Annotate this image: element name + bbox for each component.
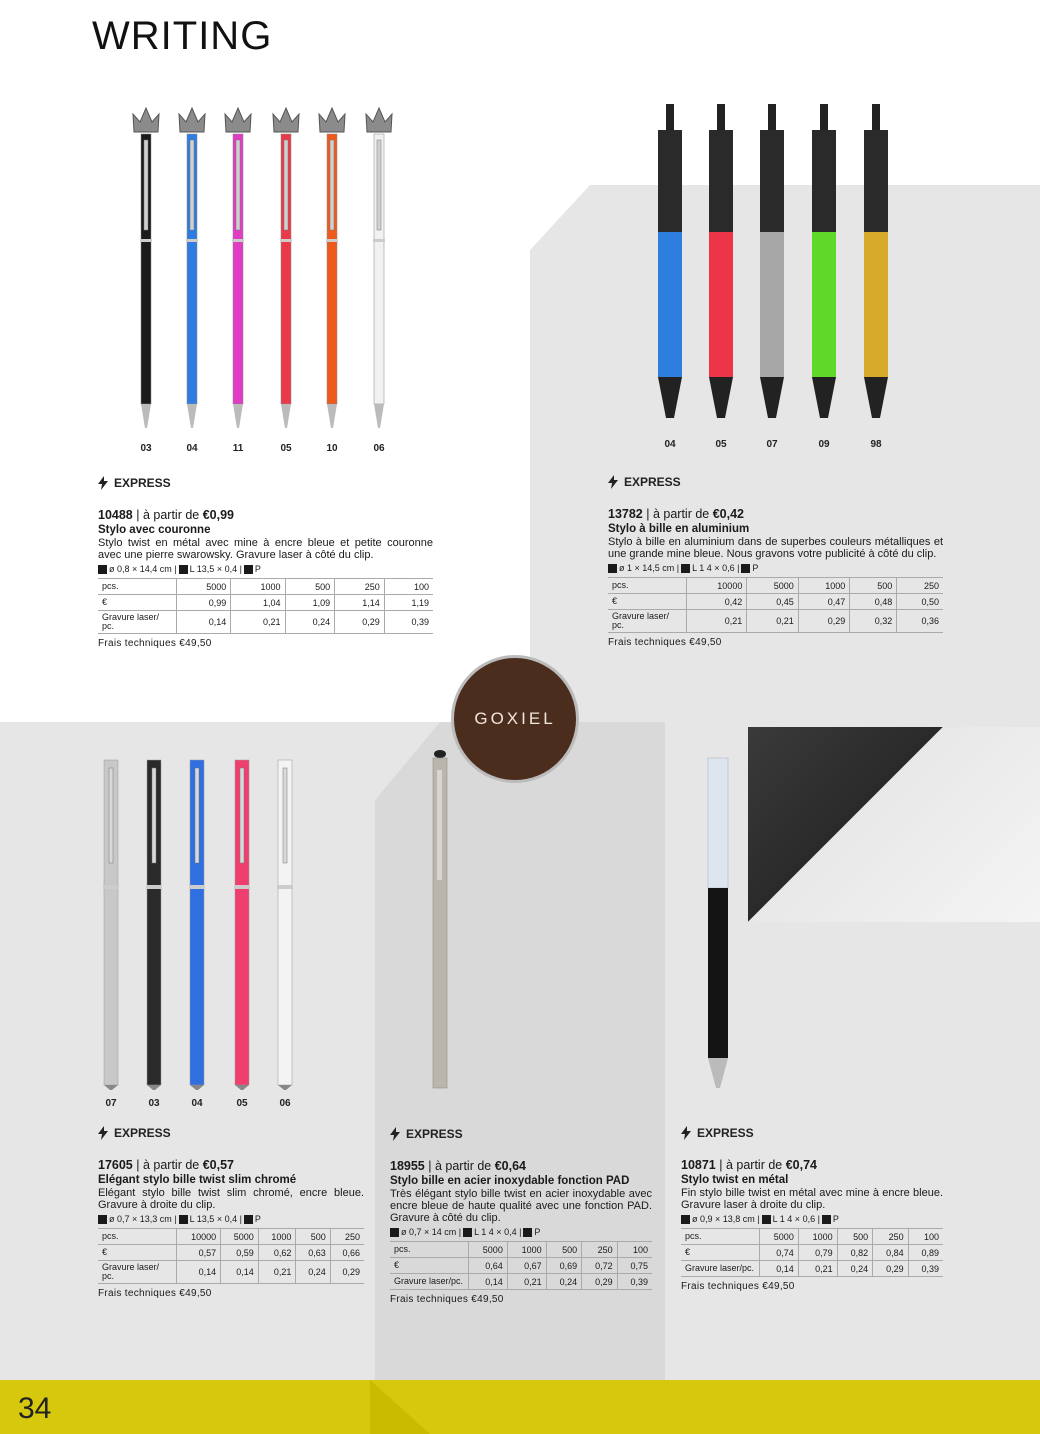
price-table (681, 1228, 943, 1277)
pen-tip (233, 404, 243, 428)
price-table-cell: Gravure laser/ pc. (98, 611, 177, 634)
price-table-cell: 0,50 (897, 594, 943, 610)
dimension-icon (98, 1215, 107, 1224)
pen-tip (327, 404, 337, 428)
pen-grip (864, 130, 888, 232)
pen-tip (709, 377, 733, 418)
color-code: 06 (373, 443, 385, 454)
pen-clip (377, 140, 381, 230)
price-table-cell: 0,24 (296, 1261, 330, 1284)
dimension-text: ø 0,7 × 13,3 cm | (109, 1214, 177, 1224)
color-code: 05 (236, 1098, 248, 1109)
price-table-cell: € (98, 1245, 177, 1261)
engraving-area-icon (463, 1228, 472, 1237)
pen-ring (326, 239, 338, 242)
price-table-cell: 5000 (760, 1229, 799, 1245)
price-table-cell: 0,63 (296, 1245, 330, 1261)
product-18955 (390, 1127, 652, 1305)
dimension-icon (608, 564, 617, 573)
pen-ring (186, 239, 198, 242)
price-table-cell: 0,62 (258, 1245, 296, 1261)
price-prefix: | à partir de (715, 1158, 786, 1172)
product-13782 (608, 475, 943, 648)
price-table-cell: 1,04 (231, 595, 285, 611)
engraving-area-icon (179, 565, 188, 574)
lightning-icon (98, 1126, 108, 1140)
product-ref: 18955 (390, 1159, 425, 1173)
pen-ring (234, 885, 250, 889)
pen-tip (187, 404, 197, 428)
product-price: €0,99 (202, 508, 234, 522)
product-price: €0,42 (712, 507, 744, 521)
price-table-cell: 5000 (469, 1242, 508, 1258)
price-table-cell: 0,48 (850, 594, 897, 610)
price-table-cell: 250 (582, 1242, 617, 1258)
price-table-cell: Gravure laser/ pc. (608, 610, 687, 633)
pen-ring (146, 885, 162, 889)
product-header (98, 1158, 364, 1172)
price-table-row (98, 1261, 364, 1284)
price-table-cell: 100 (617, 1242, 652, 1258)
price-table-cell: 0,24 (546, 1274, 581, 1290)
print-method-icon (244, 565, 253, 574)
product-header (98, 508, 433, 522)
print-method-text: P (832, 1214, 839, 1224)
price-table-cell: 5000 (747, 578, 798, 594)
price-table-cell: pcs. (98, 1229, 177, 1245)
color-code: 04 (664, 439, 676, 450)
product-title: Stylo avec couronne (98, 524, 211, 536)
pen-clip (283, 768, 287, 863)
price-table-cell: 0,59 (221, 1245, 259, 1261)
price-table-cell: 0,21 (747, 610, 798, 633)
price-table-cell: 0,79 (798, 1245, 837, 1261)
price-table-row (608, 594, 943, 610)
price-table-row (98, 1229, 364, 1245)
dimension-icon (681, 1215, 690, 1224)
price-table-cell: pcs. (390, 1242, 469, 1258)
price-table-cell: 0,82 (837, 1245, 872, 1261)
pen-tip (658, 377, 682, 418)
product-price: €0,57 (202, 1158, 234, 1172)
product-description: Stylo à bille en aluminium dans de superbes couleurs métalliques et une grande mine bleue. Nous gravons votre publicité à côté du clip. (608, 536, 943, 560)
price-table-cell: 1000 (507, 1242, 546, 1258)
price-table-cell: 0,47 (798, 594, 849, 610)
engraving-area-icon (762, 1215, 771, 1224)
pen-grip (658, 130, 682, 232)
product-price: €0,64 (494, 1159, 526, 1173)
price-table-cell: 0,29 (335, 611, 385, 634)
pen-tip (147, 1085, 161, 1090)
color-code: 03 (148, 1098, 160, 1109)
brand-logo (454, 658, 576, 780)
dimension-text: ø 0,7 × 14 cm | (401, 1227, 462, 1237)
pen-clip (109, 768, 113, 863)
technical-fees: Frais techniques €49,50 (608, 637, 722, 648)
pen-clip (330, 140, 334, 230)
dimension-text: ø 1 × 14,5 cm | (619, 563, 680, 573)
price-table-cell: 1000 (798, 578, 849, 594)
product-description: Elégant stylo bille twist slim chromé, encre bleue. Gravure à droite du clip. (98, 1187, 364, 1211)
price-table-cell: 0,39 (384, 611, 433, 634)
price-table-cell: 500 (296, 1229, 330, 1245)
express-label: EXPRESS (114, 476, 171, 490)
pen-tip (708, 1058, 728, 1088)
price-table-cell: 0,14 (177, 1261, 221, 1284)
color-code: 09 (818, 439, 830, 450)
price-table-row (390, 1258, 652, 1274)
price-table-cell: 0,57 (177, 1245, 221, 1261)
price-table-cell: pcs. (608, 578, 687, 594)
price-table-cell: 0,99 (177, 595, 231, 611)
price-table-cell: 500 (837, 1229, 872, 1245)
price-table-cell: 0,36 (897, 610, 943, 633)
price-table-cell: 0,14 (221, 1261, 259, 1284)
engraving-area-text: L 13,5 × 0,4 | (189, 564, 242, 574)
product-ref: 10488 (98, 508, 133, 522)
product-dimensions (390, 1227, 652, 1237)
express-badge (98, 476, 433, 490)
price-table-cell: 0,21 (798, 1261, 837, 1277)
lightning-icon (390, 1127, 400, 1141)
product-description: Fin stylo bille twist en métal avec mine à encre bleue. Gravure laser à droite du clip. (681, 1187, 943, 1211)
price-table-cell: 0,24 (285, 611, 335, 634)
price-table-cell: 5000 (177, 579, 231, 595)
pen-button (666, 104, 674, 130)
pen-tip (812, 377, 836, 418)
price-table (608, 577, 943, 633)
pen-button (717, 104, 725, 130)
pen-tip (235, 1085, 249, 1090)
price-prefix: | à partir de (132, 508, 203, 522)
crown-icon (273, 108, 299, 132)
page-number: 34 (18, 1392, 52, 1425)
pen-ring (189, 885, 205, 889)
technical-fees: Frais techniques €49,50 (98, 638, 212, 649)
price-table-cell: 100 (384, 579, 433, 595)
lightning-icon (681, 1126, 691, 1140)
express-label: EXPRESS (624, 475, 681, 489)
price-table (98, 578, 433, 634)
price-table-cell: 0,67 (507, 1258, 546, 1274)
product-description: Très élégant stylo bille twist en acier inoxydable avec encre bleue de haute qualité avec une fonction PAD. Gravure à côté du clip. (390, 1188, 652, 1224)
price-table-cell: 0,39 (908, 1261, 943, 1277)
pen-button (872, 104, 880, 130)
pen-tip (141, 404, 151, 428)
print-method-icon (244, 1215, 253, 1224)
price-table-cell: Gravure laser/pc. (390, 1274, 469, 1290)
lightning-icon (608, 475, 618, 489)
price-table-cell: Gravure laser/pc. (681, 1261, 760, 1277)
pen-clip (284, 140, 288, 230)
price-table-row (681, 1229, 943, 1245)
price-table-cell: € (608, 594, 687, 610)
price-table-row (98, 1245, 364, 1261)
express-label: EXPRESS (406, 1127, 463, 1141)
price-table-cell: 0,39 (617, 1274, 652, 1290)
pen-clip (236, 140, 240, 230)
price-table-cell: 250 (330, 1229, 364, 1245)
color-code: 05 (715, 439, 727, 450)
pen-body (709, 232, 733, 377)
price-table-cell: € (98, 595, 177, 611)
technical-fees: Frais techniques €49,50 (98, 1288, 212, 1299)
price-table-cell: 500 (546, 1242, 581, 1258)
pen-clip (152, 768, 156, 863)
price-table-cell: pcs. (681, 1229, 760, 1245)
price-table-cell: 0,69 (546, 1258, 581, 1274)
price-table-cell: 0,89 (908, 1245, 943, 1261)
price-table-cell: 0,75 (617, 1258, 652, 1274)
technical-fees: Frais techniques €49,50 (681, 1281, 795, 1292)
engraving-area-text: L 1 4 × 0,6 | (772, 1214, 820, 1224)
dimension-icon (98, 565, 107, 574)
pen-grip (709, 130, 733, 232)
price-table-row (98, 595, 433, 611)
product-title: Elégant stylo bille twist slim chromé (98, 1174, 297, 1186)
express-badge (390, 1127, 652, 1141)
print-method-text: P (752, 563, 759, 573)
pen-grip (812, 130, 836, 232)
price-table-cell: 0,21 (258, 1261, 296, 1284)
price-table-cell: 0,66 (330, 1245, 364, 1261)
pen-clip (240, 768, 244, 863)
price-table-cell: 500 (850, 578, 897, 594)
pen-button (820, 104, 828, 130)
pen-tip (281, 404, 291, 428)
lifestyle-photo (748, 727, 1040, 922)
express-badge (98, 1126, 364, 1140)
price-table-cell: 0,29 (873, 1261, 908, 1277)
print-method-text: P (534, 1227, 541, 1237)
product-10871 (681, 1126, 943, 1292)
color-code: 98 (870, 439, 882, 450)
product-17605 (98, 1126, 364, 1299)
stylus-tip (434, 750, 446, 758)
price-table-row (98, 611, 433, 634)
engraving-area-icon (179, 1215, 188, 1224)
brand-logo-text: GOXIEL (474, 709, 556, 728)
price-table (98, 1228, 364, 1284)
pen-clip (190, 140, 194, 230)
pen-body (864, 232, 888, 377)
price-table-cell: 0,72 (582, 1258, 617, 1274)
lightning-icon (98, 476, 108, 490)
pen-ring (277, 885, 293, 889)
pen-tip (190, 1085, 204, 1090)
pen-tip (864, 377, 888, 418)
price-table-row (681, 1261, 943, 1277)
color-code: 06 (279, 1098, 291, 1109)
pen-ring (280, 239, 292, 242)
price-table-cell: pcs. (98, 579, 177, 595)
express-badge (608, 475, 943, 489)
color-code: 03 (140, 443, 152, 454)
print-method-icon (822, 1215, 831, 1224)
price-table-cell: 0,14 (177, 611, 231, 634)
pen-button (768, 104, 776, 130)
color-code: 04 (186, 443, 198, 454)
product-dimensions (681, 1214, 943, 1224)
print-method-icon (741, 564, 750, 573)
pen-cap (708, 758, 728, 888)
price-table-row (390, 1242, 652, 1258)
price-table-cell: 0,64 (469, 1258, 508, 1274)
price-table (390, 1241, 652, 1290)
price-table-cell: 0,32 (850, 610, 897, 633)
price-table-cell: Gravure laser/ pc. (98, 1261, 177, 1284)
print-method-icon (523, 1228, 532, 1237)
color-code: 07 (105, 1098, 117, 1109)
pen-ring (373, 239, 385, 242)
pen-body (658, 232, 682, 377)
pen-body (812, 232, 836, 377)
price-prefix: | à partir de (642, 507, 713, 521)
price-table-row (608, 578, 943, 594)
price-table-cell: 5000 (221, 1229, 259, 1245)
pen-tip (278, 1085, 292, 1090)
product-header (390, 1159, 652, 1173)
price-table-row (608, 610, 943, 633)
pen-ring (140, 239, 152, 242)
engraving-area-text: L 1 4 × 0,4 | (474, 1227, 522, 1237)
price-table-cell: 0,14 (760, 1261, 799, 1277)
price-prefix: | à partir de (132, 1158, 203, 1172)
price-table-cell: 1000 (258, 1229, 296, 1245)
price-table-cell: 1000 (798, 1229, 837, 1245)
product-ref: 17605 (98, 1158, 133, 1172)
pen-tip (104, 1085, 118, 1090)
dimension-text: ø 0,8 × 14,4 cm | (109, 564, 177, 574)
pen-clip (195, 768, 199, 863)
price-table-cell: 1,09 (285, 595, 335, 611)
product-header (681, 1158, 943, 1172)
product-ref: 13782 (608, 507, 643, 521)
price-table-cell: 0,29 (330, 1261, 364, 1284)
price-table-cell: 0,24 (837, 1261, 872, 1277)
price-table-cell: 0,45 (747, 594, 798, 610)
price-table-cell: 10000 (177, 1229, 221, 1245)
price-table-cell: € (390, 1258, 469, 1274)
print-method-text: P (254, 1214, 261, 1224)
pen-body (708, 888, 728, 1058)
engraving-area-text: L 13,5 × 0,4 | (189, 1214, 242, 1224)
price-table-cell: 1,14 (335, 595, 385, 611)
technical-fees: Frais techniques €49,50 (390, 1294, 504, 1305)
product-dimensions (98, 1214, 364, 1224)
crown-icon (225, 108, 251, 132)
color-code: 11 (232, 443, 244, 454)
price-table-cell: 0,21 (507, 1274, 546, 1290)
pen-grip (760, 130, 784, 232)
price-table-row (681, 1245, 943, 1261)
price-prefix: | à partir de (424, 1159, 495, 1173)
product-ref: 10871 (681, 1158, 716, 1172)
pen-tip (760, 377, 784, 418)
price-table-cell: 0,84 (873, 1245, 908, 1261)
page-title: WRITING (92, 14, 273, 58)
price-table-cell: € (681, 1245, 760, 1261)
price-table-cell: 250 (897, 578, 943, 594)
price-table-cell: 0,74 (760, 1245, 799, 1261)
crown-icon (133, 108, 159, 132)
dimension-text: ø 0,9 × 13,8 cm | (692, 1214, 760, 1224)
crown-icon (366, 108, 392, 132)
price-table-cell: 0,42 (687, 594, 747, 610)
price-table-cell: 0,21 (687, 610, 747, 633)
express-badge (681, 1126, 943, 1140)
print-method-text: P (254, 564, 261, 574)
price-table-row (98, 579, 433, 595)
product-title: Stylo twist en métal (681, 1174, 789, 1186)
product-dimensions (98, 564, 433, 574)
color-code: 04 (191, 1098, 203, 1109)
color-code: 05 (280, 443, 292, 454)
color-code: 07 (766, 439, 778, 450)
product-header (608, 507, 943, 521)
pen-body (760, 232, 784, 377)
engraving-area-icon (681, 564, 690, 573)
pen-clip (144, 140, 148, 230)
price-table-cell: 1,19 (384, 595, 433, 611)
dimension-icon (390, 1228, 399, 1237)
express-label: EXPRESS (697, 1126, 754, 1140)
product-title: Stylo bille en acier inoxydable fonction PAD (390, 1175, 630, 1187)
crown-icon (179, 108, 205, 132)
express-label: EXPRESS (114, 1126, 171, 1140)
price-table-row (390, 1274, 652, 1290)
price-table-cell: 10000 (687, 578, 747, 594)
price-table-cell: 250 (335, 579, 385, 595)
price-table-cell: 1000 (231, 579, 285, 595)
crown-icon (319, 108, 345, 132)
pen-clip (437, 770, 442, 880)
product-title: Stylo à bille en aluminium (608, 523, 750, 535)
price-table-cell: 0,29 (798, 610, 849, 633)
price-table-cell: 0,14 (469, 1274, 508, 1290)
pen-ring (232, 239, 244, 242)
pen-tip (374, 404, 384, 428)
engraving-area-text: L 1 4 × 0,6 | (692, 563, 740, 573)
product-dimensions (608, 563, 943, 573)
price-table-cell: 0,21 (231, 611, 285, 634)
pen-ring (103, 885, 119, 889)
product-10488 (98, 476, 433, 649)
price-table-cell: 250 (873, 1229, 908, 1245)
price-table-cell: 100 (908, 1229, 943, 1245)
color-code: 10 (326, 443, 338, 454)
product-description: Stylo twist en métal avec mine à encre bleue et petite couronne avec une pierre swarowsky. Gravure laser à côté du clip. (98, 537, 433, 561)
product-price: €0,74 (785, 1158, 817, 1172)
price-table-cell: 500 (285, 579, 335, 595)
price-table-cell: 0,29 (582, 1274, 617, 1290)
